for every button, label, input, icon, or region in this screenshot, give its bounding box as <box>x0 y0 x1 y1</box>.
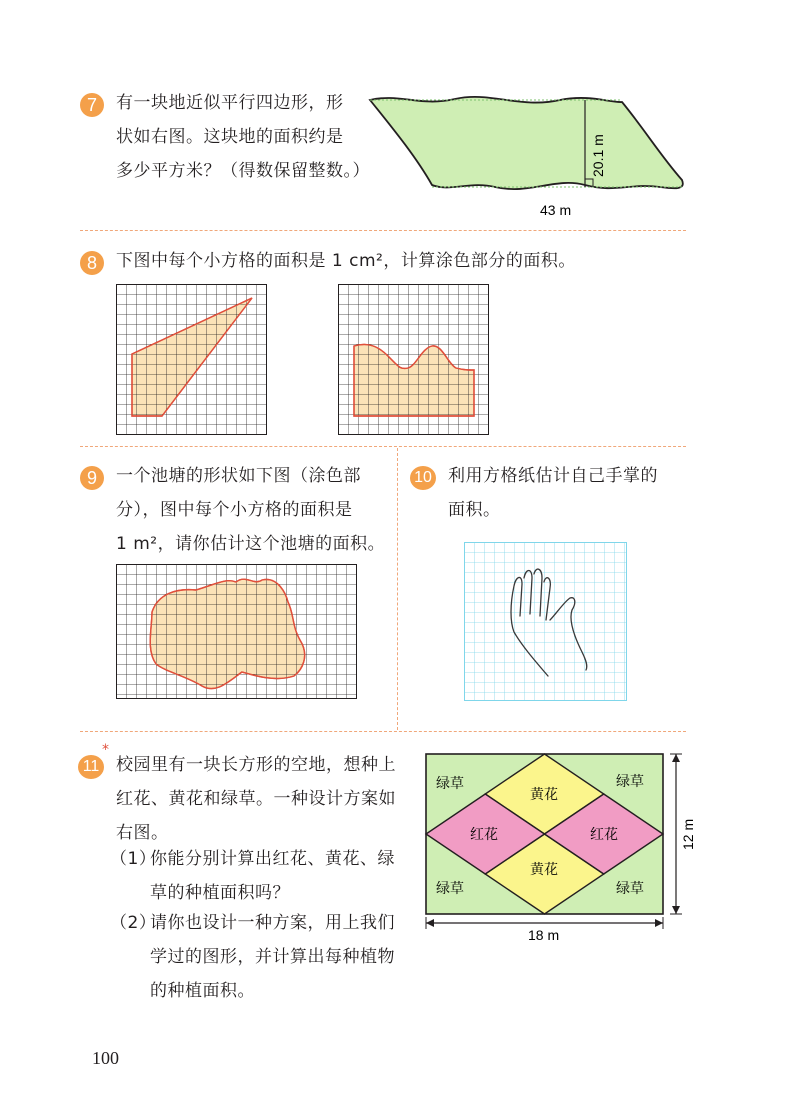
label-green-tr: 绿草 <box>616 774 644 790</box>
q10-line-1: 利用方格纸估计自己手掌的 <box>448 466 658 486</box>
q9-line-3: 1 m²，请你估计这个池塘的面积。 <box>116 534 386 554</box>
divider <box>80 731 686 732</box>
q11-height-label: 12 m <box>680 818 696 850</box>
q7-line-2: 状如右图。这块地的面积约是 <box>116 127 344 147</box>
q11-line-3: 右图。 <box>116 823 169 843</box>
label-yellow-bottom: 黄花 <box>530 862 558 878</box>
q11-sub2-number: （2） <box>110 913 157 933</box>
q11-sub2-line-3: 的种植面积。 <box>150 981 255 1001</box>
q8-grid-curve <box>338 284 490 436</box>
divider <box>80 446 686 447</box>
q10-line-2: 面积。 <box>448 500 501 520</box>
parallelogram-land-figure <box>360 85 690 220</box>
q11-line-1: 校园里有一块长方形的空地，想种上 <box>116 755 396 775</box>
q7-base-label: 43 m <box>540 202 572 218</box>
page-number: 100 <box>92 1048 119 1068</box>
q7-line-3: 多少平方米？（得数保留整数。） <box>116 161 370 181</box>
q11-sub1-line-1: 你能分别计算出红花、黄花、绿 <box>150 849 395 869</box>
label-green-bl: 绿草 <box>436 881 464 897</box>
q8-text: 下图中每个小方格的面积是 1 cm²，计算涂色部分的面积。 <box>116 251 576 271</box>
q7-height-label: 20.1 m <box>590 134 606 177</box>
divider <box>80 230 686 231</box>
q11-sub2-line-2: 学过的图形，并计算出每种植物 <box>150 947 395 967</box>
q11-sub1-number: （1） <box>110 849 157 869</box>
label-red-right: 红花 <box>590 827 618 843</box>
optional-star: * <box>102 742 109 758</box>
q11-garden-design <box>418 746 698 942</box>
q9-line-1: 一个池塘的形状如下图（涂色部 <box>116 466 361 486</box>
label-green-br: 绿草 <box>616 881 644 897</box>
label-red-left: 红花 <box>470 827 498 843</box>
question-9-number: 9 <box>80 466 104 490</box>
q9-pond-grid <box>116 564 358 700</box>
question-7-number: 7 <box>80 93 104 117</box>
q10-hand-grid <box>464 542 628 702</box>
question-10-number: 10 <box>410 466 436 490</box>
land-shape <box>370 97 683 189</box>
q7-line-1: 有一块地近似平行四边形，形 <box>116 93 344 113</box>
q8-grid-triangle <box>116 284 268 436</box>
q9-line-2: 分），图中每个小方格的面积是 <box>116 500 353 520</box>
q11-line-2: 红花、黄花和绿草。一种设计方案如 <box>116 789 396 809</box>
q11-width-label: 18 m <box>528 927 560 942</box>
q11-sub2-line-1: 请你也设计一种方案，用上我们 <box>150 913 395 933</box>
label-green-tl: 绿草 <box>436 776 464 792</box>
q11-sub1-line-2: 草的种植面积吗？ <box>150 883 290 903</box>
divider-vertical <box>397 448 398 730</box>
question-11-number: 11 <box>78 755 104 779</box>
question-8-number: 8 <box>80 251 104 275</box>
label-yellow-top: 黄花 <box>530 787 558 803</box>
